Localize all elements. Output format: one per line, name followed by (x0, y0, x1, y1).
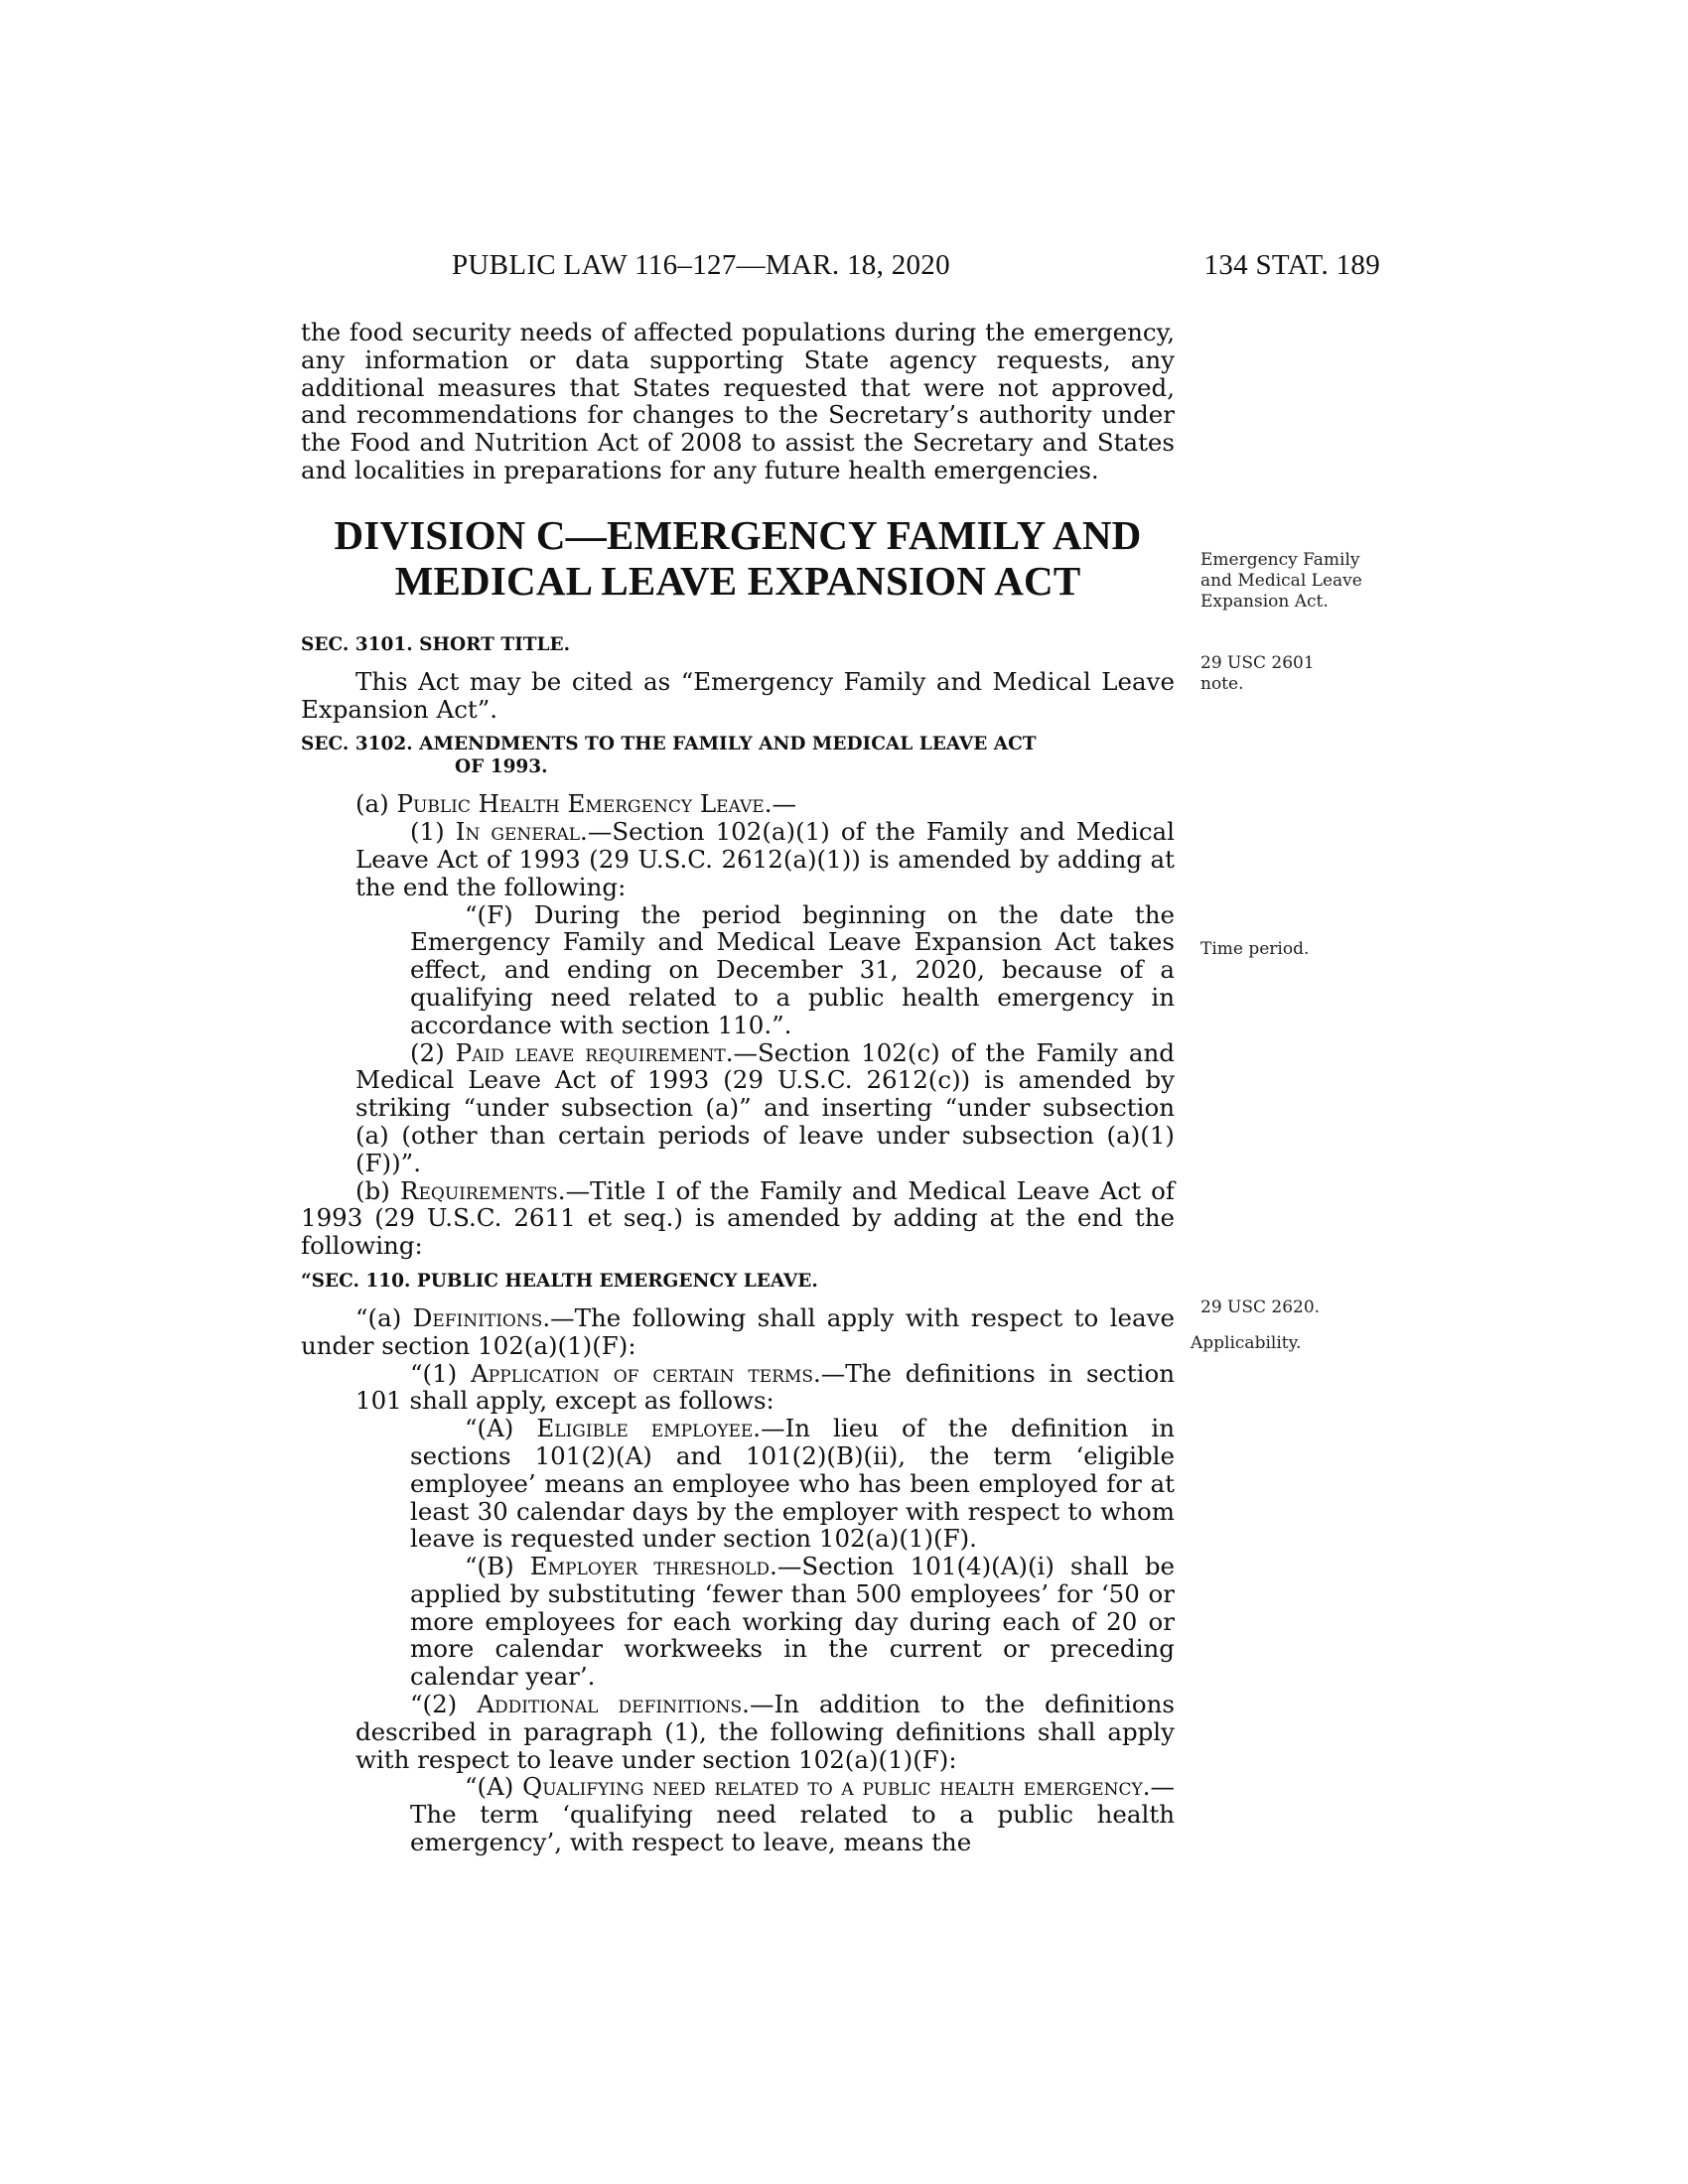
definitions-1A-label: “(A) (465, 1414, 537, 1443)
definitions-2A-heading: Qualifying need related to a public health emergency. (522, 1772, 1151, 1802)
header-page-number: 134 STAT. 189 (1203, 249, 1380, 281)
definitions-1 (301, 1360, 1175, 1416)
definitions-1A-heading: Eligible employee. (536, 1414, 762, 1443)
subsection-a (301, 790, 1175, 818)
paragraph-a1-text: —Section 102(a)(1) of the Family and Medical Leave Act of 1993 (29 U.S.C. 2612(a)(1)) is amended by adding at the end the following: (355, 817, 1175, 901)
definitions-1B-heading: Employer threshold. (529, 1552, 777, 1581)
section-3101-text: This Act may be cited as “Emergency Family and Medical Leave Expansion Act”. (301, 666, 1175, 724)
division-title (301, 512, 1175, 604)
definitions-1B-label: “(B) (465, 1552, 530, 1581)
definitions-2-text: —In addition to the definitions described in paragraph (1), the following definitions shall apply with respect to leave under section 102(a)(1)(F): (355, 1690, 1175, 1774)
definitions-a-label: “(a) (355, 1302, 413, 1332)
paragraph-a1F: “(F) During the period beginning on the date the Emergency Family and Medical Leave Expansion Act takes effect, and ending on December 31, 2020, because of a qualifying need related to a public health emergency in accordance with section 110.”. (410, 899, 1175, 1039)
section-110-heading: “SEC. 110. PUBLIC HEALTH EMERGENCY LEAVE. (301, 1270, 818, 1292)
subsection-b-label: (b) (355, 1175, 401, 1205)
division-title-line2: MEDICAL LEAVE EXPANSION ACT (394, 557, 1081, 604)
subsection-a-label: (a) (355, 789, 397, 819)
division-title-line1: DIVISION C—EMERGENCY FAMILY AND (334, 511, 1142, 558)
paragraph-a2 (301, 1039, 1175, 1177)
paragraph-a2-text: —Section 102(c) of the Family and Medical Leave Act of 1993 (29 U.S.C. 2612(c)) is amended by striking “under subsection (a)” and inserting “under subsection (a) (other than certain periods of leave under subsection (a)(1)(F))”. (355, 1037, 1175, 1177)
margin-note-usc-2620: 29 USC 2620. (1200, 1297, 1321, 1317)
header-title: PUBLIC LAW 116–127—MAR. 18, 2020 (452, 249, 950, 281)
paragraph-a1 (301, 818, 1175, 900)
section-3101-heading: SEC. 3101. SHORT TITLE. (301, 633, 571, 655)
definitions-1B (301, 1553, 1175, 1691)
definitions-a-heading: Definitions. (412, 1302, 551, 1332)
section-3102-heading (301, 733, 1175, 778)
subsection-a-heading: Public Health Emergency Leave.— (396, 789, 796, 819)
paragraph-a2-label: (2) (410, 1037, 456, 1067)
definitions-2-heading: Additional definitions. (477, 1690, 750, 1719)
paragraph-a1-heading: In general. (455, 817, 588, 847)
definitions-a (301, 1304, 1175, 1360)
section-3102-heading-line2: OF 1993. (455, 756, 548, 778)
subsection-b-text: —Title I of the Family and Medical Leave Act of 1993 (29 U.S.C. 2611 et seq.) is amended by adding at the end the following: (301, 1175, 1175, 1261)
intro-paragraph: the food security needs of affected populations during the emergency, any information or data supporting State agency requests, any additional measures that States requested that were not approved, and recommendations for changes to the Secretary’s authority under the Food and Nutrition Act of 2008 to assist the Secretary and States and localities in preparations for any future health emergencies. (301, 318, 1175, 484)
definitions-1A (301, 1415, 1175, 1553)
definitions-1-label: “(1) (410, 1358, 472, 1388)
margin-note-time-period: Time period. (1200, 939, 1310, 959)
definitions-2-label: “(2) (410, 1690, 478, 1719)
margin-note-usc-2601: 29 USC 2601 note. (1200, 653, 1315, 694)
definitions-a-text: —The following shall apply with respect to leave under section 102(a)(1)(F): (301, 1302, 1176, 1360)
subsection-b (301, 1177, 1175, 1260)
section-3102-heading-line1: SEC. 3102. AMENDMENTS TO THE FAMILY AND MEDICAL LEAVE ACT (301, 734, 1037, 755)
paragraph-a2-heading: Paid leave requirement. (455, 1037, 734, 1067)
margin-note-act-name: Emergency Family and Medical Leave Expansion Act. (1200, 550, 1362, 612)
definitions-2 (301, 1691, 1175, 1773)
margin-note-applicability: Applicability. (1191, 1333, 1302, 1353)
body-text (301, 319, 1175, 1856)
definitions-2A-label: “(A) (465, 1772, 523, 1802)
paragraph-a1-label: (1) (410, 817, 456, 847)
definitions-1B-text: —Section 101(4)(A)(i) shall be applied by substituting ‘fewer than 500 employees’ for ‘50 or more employees for each working day during each of 20 or more calendar workweeks in the current or preceding calendar year’. (410, 1552, 1176, 1692)
definitions-2A-text: —The term ‘qualifying need related to a public health emergency’, with respect to leave, means the (410, 1772, 1176, 1857)
definitions-1-text: —The definitions in section 101 shall apply, except as follows: (355, 1358, 1175, 1416)
definitions-1-heading: Application of certain terms. (471, 1358, 821, 1388)
definitions-2A (301, 1773, 1175, 1855)
definitions-1A-text: —In lieu of the definition in sections 101(2)(A) and 101(2)(B)(ii), the term ‘eligible employee’ means an employee who has been employed for at least 30 calendar days by the employer with respect to whom leave is requested under section 102(a)(1)(F). (410, 1414, 1175, 1554)
running-header (298, 249, 1380, 289)
subsection-b-heading: Requirements. (400, 1175, 566, 1205)
